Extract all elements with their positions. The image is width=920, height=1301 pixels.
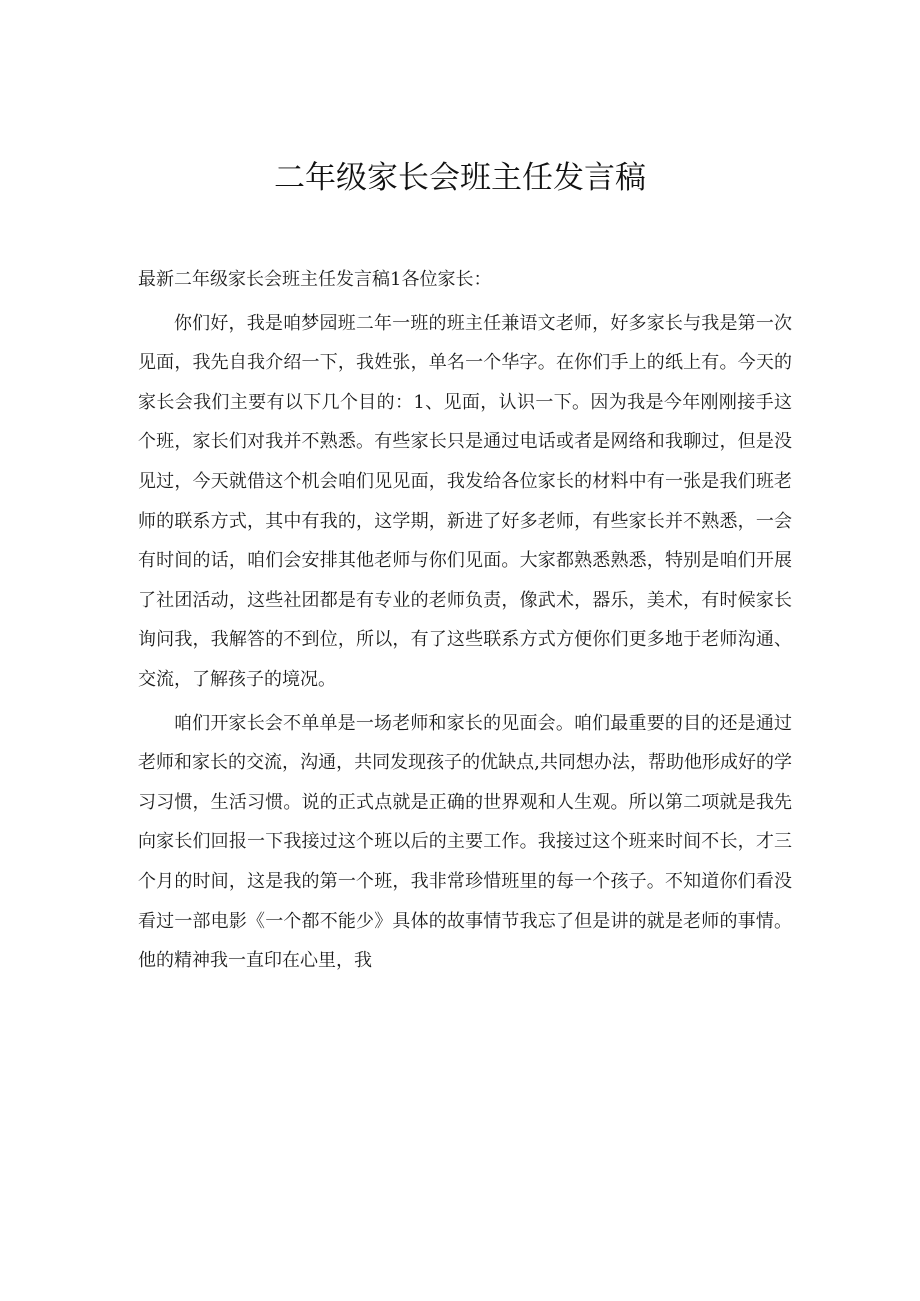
document-body — [138, 260, 792, 981]
opening-line: 最新二年级家长会班主任发言稿1各位家长： — [138, 269, 492, 290]
paragraph-introduction: 你们好，我是咱梦园班二年一班的班主任兼语文老师，好多家长与我是第一次见面，我先自我介绍一下，我姓张，单名一个华字。在你们手上的纸上有。今天的家长会我们主要有以下几个目的：1、见面，认识一下。因为我是今年刚刚接手这个班，家长们对我并不熟悉。有些家长只是通过电话或者是网络和我聊过，但是没见过，今天就借这个机会咱们见见面，我发给各位家长的材料中有一张是我们班老师的联系方式，其中有我的，这学期，新进了好多老师，有些家长并不熟悉，一会有时间的话，咱们会安排其他老师与你们见面。大家都熟悉熟悉，特别是咱们开展了社团活动，这些社团都是有专业的老师负责，像武术，器乐，美术，有时候家长询问我，我解答的不到位，所以，有了这些联系方式方便你们更多地于老师沟通、交流，了解孩子的境况。 — [138, 312, 792, 690]
page-title: 二年级家长会班主任发言稿 — [274, 160, 646, 196]
paragraph-purpose: 咱们开家长会不单单是一场老师和家长的见面会。咱们最重要的目的还是通过老师和家长的交流，沟通，共同发现孩子的优缺点,共同想办法，帮助他形成好的学习习惯，生活习惯。说的正式点就是正确的世界观和人生观。所以第二项就是我先向家长们回报一下我接过这个班以后的主要工作。我接过这个班来时间不长，才三个月的时间，这是我的第一个班，我非常珍惜班里的每一个孩子。不知道你们看没看过一部电影《一个都不能少》具体的故事情节我忘了但是讲的就是老师的事情。他的精神我一直印在心里，我 — [138, 712, 792, 972]
